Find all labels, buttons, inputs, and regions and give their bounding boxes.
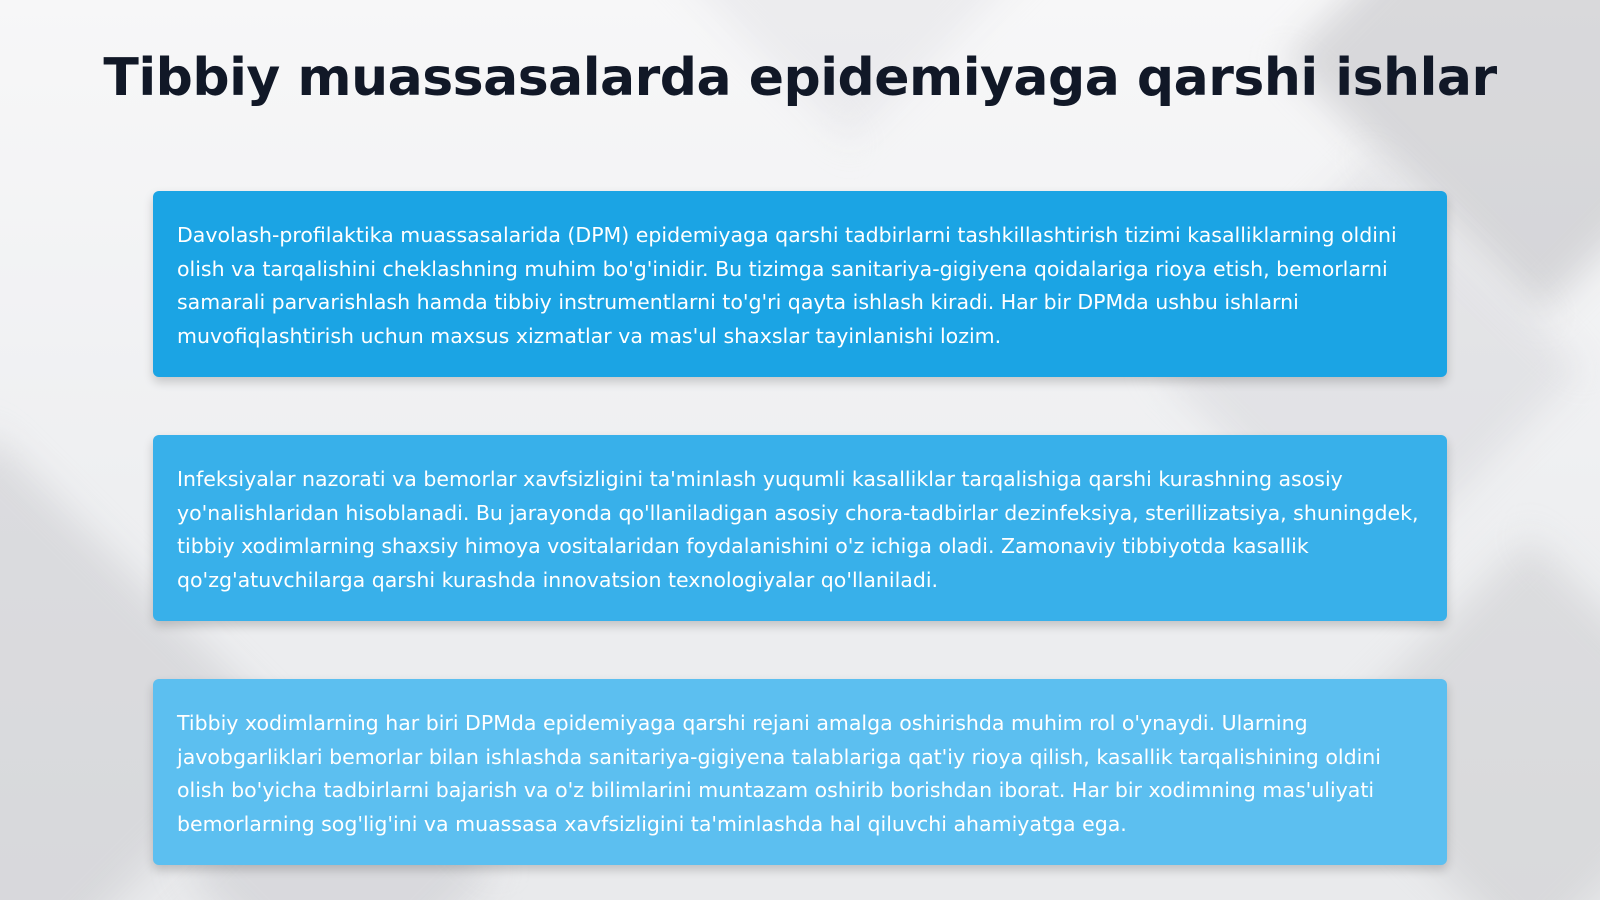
- slide-title: Tibbiy muassasalarda epidemiyaga qarshi ishlar: [103, 48, 1497, 108]
- content-card-text: Tibbiy xodimlarning har biri DPMda epidemiyaga qarshi rejani amalga oshirishda muhim rol o'ynaydi. Ularning javobgarliklari bemorlar bilan ishlashda sanitariya-gigiyena talablariga qat'iy rioya qilish, kasallik tarqalishining oldini olish bo'yicha tadbirlarni bajarish va o'z bilimlarini muntazam oshirib borishdan iborat. Har bir xodimning mas'uliyati bemorlarning sog'lig'ini va muassasa xavfsizligini ta'minlashda hal qiluvchi ahamiyatga ega.: [177, 711, 1381, 836]
- content-card-2: [153, 435, 1447, 621]
- content-card-3: [153, 679, 1447, 865]
- content-card-text: Infeksiyalar nazorati va bemorlar xavfsizligini ta'minlash yuqumli kasalliklar tarqalishiga qarshi kurashning asosiy yo'nalishlaridan hisoblanadi. Bu jarayonda qo'llaniladigan asosiy chora-tadbirlar dezinfeksiya, sterillizatsiya, shuningdek, tibbiy xodimlarning shaxsiy himoya vositalaridan foydalanishini o'z ichiga oladi. Zamonaviy tibbiyotda kasallik qo'zg'atuvchilarga qarshi kurashda innovatsion texnologiyalar qo'llaniladi.: [177, 467, 1419, 592]
- content-card-1: [153, 191, 1447, 377]
- content-card-text: Davolash-profilaktika muassasalarida (DPM) epidemiyaga qarshi tadbirlarni tashkillashtirish tizimi kasalliklarning oldini olish va tarqalishini cheklashning muhim bo'g'inidir. Bu tizimga sanitariya-gigiyena qoidalariga rioya etish, bemorlarni samarali parvarishlash hamda tibbiy instrumentlarni to'g'ri qayta ishlash kiradi. Har bir DPMda ushbu ishlarni muvofiqlashtirish uchun maxsus xizmatlar va mas'ul shaxslar tayinlanishi lozim.: [177, 223, 1397, 348]
